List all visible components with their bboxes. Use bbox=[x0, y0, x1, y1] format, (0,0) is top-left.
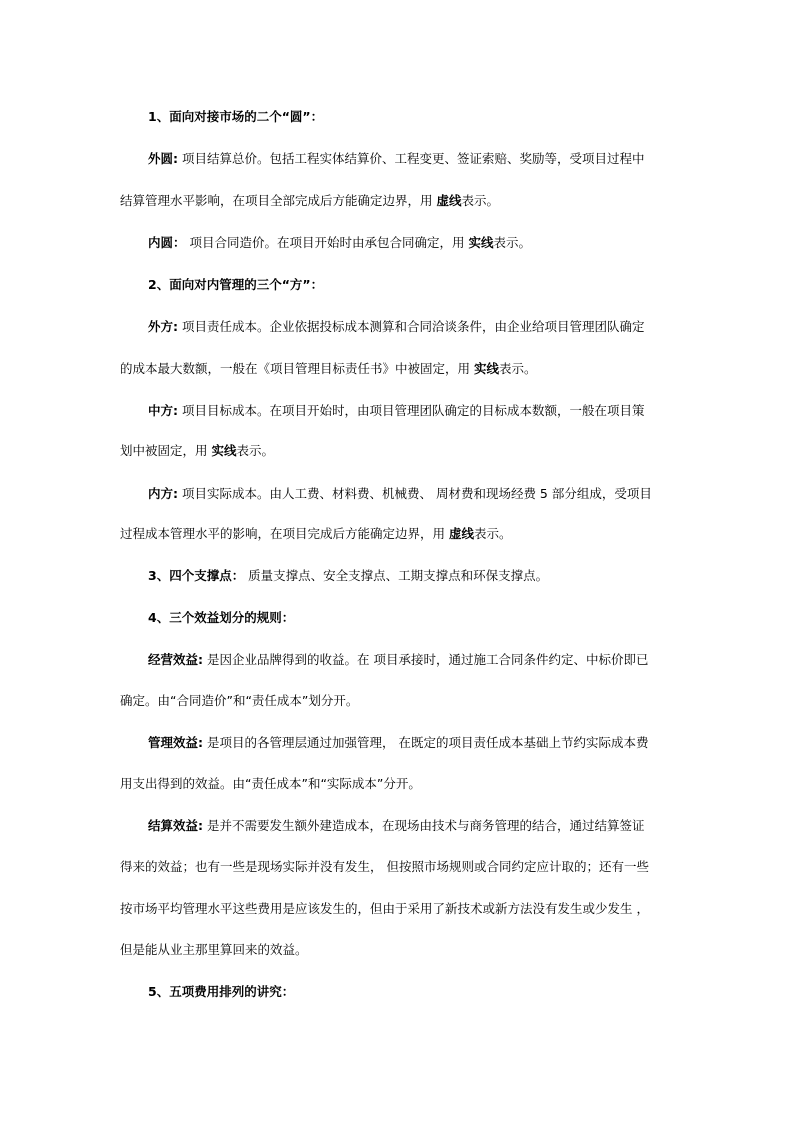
term-inner-square: 内方: bbox=[148, 486, 178, 501]
term-dashed-line: 虚线 bbox=[448, 526, 474, 541]
term-solid-line: 实线 bbox=[468, 235, 494, 250]
paragraph-text: 表示。 bbox=[499, 361, 537, 376]
paragraph-management-benefit-line-1 bbox=[148, 735, 648, 751]
paragraph-text: 表示。 bbox=[493, 235, 531, 250]
term-management-benefit: 管理效益: bbox=[148, 735, 203, 750]
paragraph-text: 项目实际成本。由人工费、材料费、机械费、 周材费和现场经费 5 部分组成，受项目 bbox=[178, 486, 652, 501]
paragraph-text: 项目责任成本。企业依据投标成本测算和合同洽谈条件，由企业给项目管理团队确定 bbox=[178, 319, 645, 334]
paragraph-text: 质量支撑点、安全支撑点、工期支撑点和环保支撑点。 bbox=[244, 568, 549, 583]
paragraph-operating-benefit-line-1 bbox=[148, 652, 648, 668]
paragraph-outer-circle-line-2 bbox=[120, 193, 499, 209]
paragraph-text: 表示。 bbox=[461, 193, 500, 208]
term-settlement-benefit: 结算效益: bbox=[148, 818, 203, 833]
paragraph-text: 项目合同造价。在项目开始时由承包合同确定，用 bbox=[185, 235, 469, 250]
heading-5 bbox=[148, 984, 294, 1000]
paragraph-text: 是项目的各管理层通过加强管理， 在既定的项目责任成本基础上节约实际成本费 bbox=[203, 735, 649, 750]
paragraph-operating-benefit-line-2 bbox=[120, 693, 358, 709]
term-outer-square: 外方: bbox=[148, 319, 178, 334]
paragraph-text: 但是能从业主那里算回来的效益。 bbox=[120, 942, 308, 957]
paragraph-text: 是因企业品牌得到的收益。在 项目承接时，通过施工合同条件约定、中标价即已 bbox=[203, 652, 649, 667]
heading-2-text: 2、面向对内管理的三个“方”： bbox=[148, 277, 324, 292]
paragraph-outer-circle-line-1 bbox=[148, 151, 644, 167]
paragraph-management-benefit-line-2 bbox=[120, 776, 421, 792]
heading-4 bbox=[148, 610, 294, 626]
term-operating-benefit: 经营效益: bbox=[148, 652, 203, 667]
term-solid-line: 实线 bbox=[473, 361, 499, 376]
paragraph-text: 划中被固定，用 bbox=[120, 443, 212, 458]
paragraph-text: 项目结算总价。包括工程实体结算价、工程变更、签证索赔、奖励等，受项目过程中 bbox=[178, 151, 645, 166]
paragraph-text: 过程成本管理水平的影响，在项目完成后方能确定边界，用 bbox=[120, 526, 449, 541]
paragraph-text: 的成本最大数额，一般在《项目管理目标责任书》中被固定，用 bbox=[120, 361, 474, 376]
heading-1-text: 1、面向对接市场的二个“圆”： bbox=[148, 109, 324, 124]
paragraph-text: 用支出得到的效益。由“责任成本”和“实际成本”分开。 bbox=[120, 776, 421, 791]
heading-3-text: 3、四个支撑点： bbox=[148, 568, 245, 583]
heading-5-text: 5、五项费用排列的讲究： bbox=[148, 984, 295, 999]
paragraph-inner-square-line-2 bbox=[120, 526, 512, 542]
paragraph-text: 确定。由“合同造价”和“责任成本”划分开。 bbox=[120, 693, 359, 708]
paragraph-text: 是并不需要发生额外建造成本，在现场由技术与商务管理的结合，通过结算签证 bbox=[203, 818, 645, 833]
paragraph-middle-square-line-2 bbox=[120, 443, 274, 459]
paragraph-outer-square-line-1 bbox=[148, 319, 644, 335]
paragraph-text: 按市场平均管理水平这些费用是应该发生的，但由于采用了新技术或新方法没有发生或少发生 ， bbox=[120, 901, 649, 916]
heading-2 bbox=[148, 277, 323, 293]
heading-3 bbox=[148, 568, 548, 584]
term-middle-square: 中方: bbox=[148, 403, 178, 418]
paragraph-settlement-benefit-line-1 bbox=[148, 818, 644, 834]
term-outer-circle: 外圆: bbox=[148, 151, 178, 166]
paragraph-settlement-benefit-line-4 bbox=[120, 942, 308, 958]
paragraph-settlement-benefit-line-3 bbox=[120, 901, 649, 917]
paragraph-text: 表示。 bbox=[236, 443, 275, 458]
paragraph-text: 得来的效益；也有一些是现场实际并没有发生， 但按照市场规则或合同约定应计取的；还有一些 bbox=[120, 859, 649, 874]
paragraph-settlement-benefit-line-2 bbox=[120, 859, 649, 875]
heading-1 bbox=[148, 109, 323, 125]
paragraph-inner-square-line-1 bbox=[148, 486, 652, 502]
paragraph-text: 结算管理水平影响，在项目全部完成后方能确定边界，用 bbox=[120, 193, 437, 208]
term-solid-line: 实线 bbox=[211, 443, 237, 458]
paragraph-inner-circle bbox=[148, 235, 531, 251]
paragraph-outer-square-line-2 bbox=[120, 361, 537, 377]
paragraph-text: 表示。 bbox=[474, 526, 512, 541]
heading-4-text: 4、三个效益划分的规则： bbox=[148, 610, 295, 625]
paragraph-text: 项目目标成本。在项目开始时，由项目管理团队确定的目标成本数额，一般在项目策 bbox=[178, 403, 645, 418]
term-dashed-line: 虚线 bbox=[436, 193, 462, 208]
term-inner-circle: 内圆： bbox=[148, 235, 186, 250]
paragraph-middle-square-line-1 bbox=[148, 403, 644, 419]
